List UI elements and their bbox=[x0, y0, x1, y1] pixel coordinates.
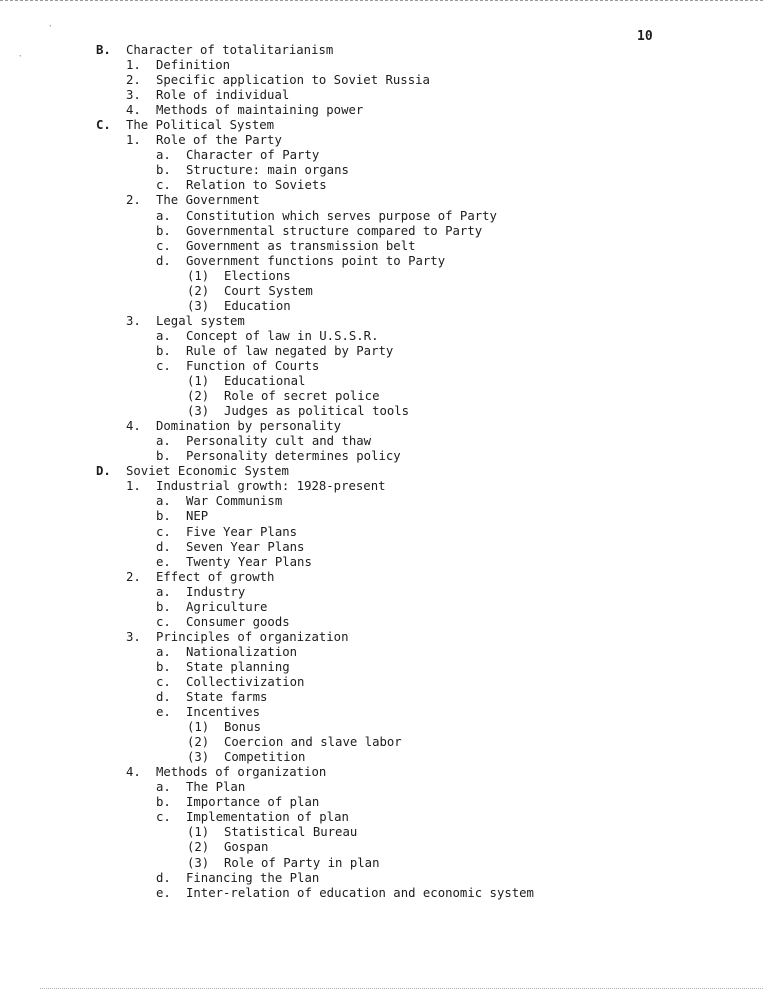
outline-text: Court System bbox=[224, 283, 313, 298]
outline-item-level-1 bbox=[0, 630, 763, 645]
outline-marker: c. bbox=[156, 358, 171, 373]
scan-edge-top bbox=[0, 0, 763, 2]
outline-marker: a. bbox=[156, 148, 171, 163]
outline-text: Industry bbox=[186, 584, 246, 599]
outline-marker: e. bbox=[156, 705, 171, 720]
outline-text: Gospan bbox=[224, 840, 269, 855]
outline-marker: c. bbox=[156, 614, 171, 629]
outline-text: Implementation of plan bbox=[186, 810, 349, 825]
scan-speck: ˋ bbox=[18, 55, 24, 65]
outline-item-level-3 bbox=[0, 825, 763, 840]
outline-item-level-2 bbox=[0, 509, 763, 524]
outline-item-level-2 bbox=[0, 209, 763, 224]
outline-marker: 4. bbox=[126, 419, 141, 434]
outline-text: Educational bbox=[224, 374, 306, 389]
outline-item-level-2 bbox=[0, 254, 763, 269]
outline-text: Role of secret police bbox=[224, 389, 380, 404]
outline-marker: b. bbox=[156, 795, 171, 810]
outline-item-level-3 bbox=[0, 840, 763, 855]
outline-text: Soviet Economic System bbox=[126, 464, 289, 479]
outline-item-level-2 bbox=[0, 780, 763, 795]
outline-text: Rule of law negated by Party bbox=[186, 343, 394, 358]
outline-item-level-3 bbox=[0, 299, 763, 314]
outline-list bbox=[0, 43, 763, 901]
outline-item-level-2 bbox=[0, 148, 763, 163]
outline-item-level-2 bbox=[0, 886, 763, 901]
outline-marker: b. bbox=[156, 509, 171, 524]
outline-text: Government as transmission belt bbox=[186, 238, 416, 253]
outline-text: Agriculture bbox=[186, 599, 268, 614]
outline-text: Incentives bbox=[186, 705, 261, 720]
outline-item-level-3 bbox=[0, 750, 763, 765]
outline-marker: c. bbox=[156, 674, 171, 689]
outline-text: Seven Year Plans bbox=[186, 539, 305, 554]
outline-text: Role of individual bbox=[156, 88, 290, 103]
outline-item-level-3 bbox=[0, 374, 763, 389]
outline-marker: (2) bbox=[187, 283, 210, 298]
outline-item-level-3 bbox=[0, 404, 763, 419]
outline-text: Industrial growth: 1928-present bbox=[156, 479, 386, 494]
outline-marker: 1. bbox=[126, 133, 141, 148]
outline-item-level-2 bbox=[0, 540, 763, 555]
outline-text: Statistical Bureau bbox=[224, 825, 358, 840]
outline-marker: D. bbox=[96, 464, 111, 479]
outline-item-level-3 bbox=[0, 735, 763, 750]
outline-item-level-2 bbox=[0, 163, 763, 178]
outline-text: Education bbox=[224, 298, 291, 313]
outline-marker: b. bbox=[156, 449, 171, 464]
outline-text: Legal system bbox=[156, 313, 245, 328]
outline-marker: 3. bbox=[126, 629, 141, 644]
outline-text: Five Year Plans bbox=[186, 524, 298, 539]
outline-marker: b. bbox=[156, 223, 171, 238]
outline-text: The Political System bbox=[126, 118, 275, 133]
outline-item-level-3 bbox=[0, 720, 763, 735]
outline-marker: 3. bbox=[126, 313, 141, 328]
outline-text: Role of Party in plan bbox=[224, 855, 380, 870]
outline-marker: b. bbox=[156, 343, 171, 358]
outline-marker: 4. bbox=[126, 103, 141, 118]
outline-text: Relation to Soviets bbox=[186, 178, 327, 193]
outline-marker: 1. bbox=[126, 479, 141, 494]
outline-item-level-1 bbox=[0, 570, 763, 585]
outline-item-level-2 bbox=[0, 675, 763, 690]
outline-text: Inter-relation of education and economic system bbox=[186, 885, 534, 900]
outline-marker: b. bbox=[156, 599, 171, 614]
outline-text: Methods of organization bbox=[156, 765, 327, 780]
outline-marker: 1. bbox=[126, 58, 141, 73]
outline-item-level-0 bbox=[0, 43, 763, 58]
outline-text: Structure: main organs bbox=[186, 163, 349, 178]
page-number: 10 bbox=[637, 29, 653, 44]
outline-item-level-3 bbox=[0, 269, 763, 284]
outline-text: Importance of plan bbox=[186, 795, 320, 810]
outline-text: War Communism bbox=[186, 494, 283, 509]
outline-item-level-2 bbox=[0, 660, 763, 675]
outline-text: Collectivization bbox=[186, 674, 305, 689]
outline-marker: a. bbox=[156, 208, 171, 223]
outline-marker: d. bbox=[156, 690, 171, 705]
outline-marker: a. bbox=[156, 328, 171, 343]
outline-marker: 2. bbox=[126, 569, 141, 584]
outline-text: Twenty Year Plans bbox=[186, 554, 312, 569]
outline-marker: d. bbox=[156, 870, 171, 885]
outline-item-level-1 bbox=[0, 479, 763, 494]
outline-text: NEP bbox=[186, 509, 209, 524]
outline-marker: c. bbox=[156, 178, 171, 193]
outline-text: Character of totalitarianism bbox=[126, 43, 334, 57]
outline-item-level-2 bbox=[0, 705, 763, 720]
outline-marker: (2) bbox=[187, 389, 210, 404]
outline-item-level-0 bbox=[0, 118, 763, 133]
outline-text: Consumer goods bbox=[186, 614, 290, 629]
outline-marker: 4. bbox=[126, 765, 141, 780]
outline-text: Specific application to Soviet Russia bbox=[156, 73, 430, 88]
outline-text: Bonus bbox=[224, 720, 262, 735]
outline-marker: d. bbox=[156, 253, 171, 268]
outline-text: Domination by personality bbox=[156, 419, 342, 434]
outline-text: Government functions point to Party bbox=[186, 253, 446, 268]
outline-text: Definition bbox=[156, 58, 231, 73]
scan-speck: ˋ bbox=[48, 25, 54, 35]
outline-marker: (1) bbox=[187, 374, 210, 389]
outline-text: Methods of maintaining power bbox=[156, 103, 364, 118]
outline-marker: a. bbox=[156, 584, 171, 599]
outline-marker: (2) bbox=[187, 840, 210, 855]
outline-marker: b. bbox=[156, 163, 171, 178]
outline-text: Competition bbox=[224, 750, 306, 765]
outline-item-level-2 bbox=[0, 329, 763, 344]
outline-text: Judges as political tools bbox=[224, 404, 410, 419]
outline-marker: a. bbox=[156, 434, 171, 449]
outline-item-level-2 bbox=[0, 494, 763, 509]
outline-item-level-3 bbox=[0, 284, 763, 299]
outline-marker: c. bbox=[156, 810, 171, 825]
outline-marker: B. bbox=[96, 43, 111, 57]
outline-text: Personality determines policy bbox=[186, 449, 401, 464]
outline-item-level-1 bbox=[0, 419, 763, 434]
outline-marker: (3) bbox=[187, 750, 210, 765]
outline-item-level-2 bbox=[0, 178, 763, 193]
outline-text: Role of the Party bbox=[156, 133, 282, 148]
outline-marker: d. bbox=[156, 539, 171, 554]
outline-item-level-0 bbox=[0, 464, 763, 479]
outline-text: Constitution which serves purpose of Party bbox=[186, 208, 497, 223]
outline-item-level-2 bbox=[0, 449, 763, 464]
outline-item-level-1 bbox=[0, 103, 763, 118]
outline-text: Effect of growth bbox=[156, 569, 275, 584]
outline-marker: (1) bbox=[187, 720, 210, 735]
outline-item-level-3 bbox=[0, 856, 763, 871]
outline-item-level-2 bbox=[0, 224, 763, 239]
outline-item-level-1 bbox=[0, 314, 763, 329]
outline-text: Elections bbox=[224, 268, 291, 283]
outline-item-level-1 bbox=[0, 73, 763, 88]
outline-item-level-2 bbox=[0, 795, 763, 810]
outline-marker: (3) bbox=[187, 404, 210, 419]
outline-marker: (3) bbox=[187, 855, 210, 870]
outline-text: Concept of law in U.S.S.R. bbox=[186, 328, 379, 343]
outline-item-level-2 bbox=[0, 525, 763, 540]
outline-text: Function of Courts bbox=[186, 358, 320, 373]
outline-marker: 2. bbox=[126, 193, 141, 208]
outline-item-level-2 bbox=[0, 434, 763, 449]
outline-text: State farms bbox=[186, 690, 268, 705]
outline-item-level-2 bbox=[0, 871, 763, 886]
outline-marker: b. bbox=[156, 659, 171, 674]
outline-item-level-1 bbox=[0, 133, 763, 148]
outline-text: Character of Party bbox=[186, 148, 320, 163]
outline-marker: a. bbox=[156, 780, 171, 795]
outline-item-level-2 bbox=[0, 645, 763, 660]
outline-text: State planning bbox=[186, 659, 290, 674]
outline-item-level-1 bbox=[0, 193, 763, 208]
outline-item-level-2 bbox=[0, 239, 763, 254]
outline-marker: C. bbox=[96, 118, 111, 133]
outline-text: Nationalization bbox=[186, 644, 298, 659]
outline-text: Governmental structure compared to Party bbox=[186, 223, 483, 238]
outline-marker: (1) bbox=[187, 825, 210, 840]
outline-marker: e. bbox=[156, 885, 171, 900]
outline-marker: 2. bbox=[126, 73, 141, 88]
outline-text: Financing the Plan bbox=[186, 870, 320, 885]
outline-item-level-1 bbox=[0, 58, 763, 73]
outline-item-level-2 bbox=[0, 615, 763, 630]
outline-marker: c. bbox=[156, 524, 171, 539]
outline-marker: (2) bbox=[187, 735, 210, 750]
outline-item-level-1 bbox=[0, 765, 763, 780]
outline-item-level-2 bbox=[0, 359, 763, 374]
outline-marker: e. bbox=[156, 554, 171, 569]
outline-text: The Plan bbox=[186, 780, 246, 795]
outline-item-level-2 bbox=[0, 690, 763, 705]
outline-item-level-2 bbox=[0, 555, 763, 570]
outline-text: Principles of organization bbox=[156, 629, 349, 644]
outline-text: The Government bbox=[156, 193, 260, 208]
outline-marker: 3. bbox=[126, 88, 141, 103]
outline-marker: (1) bbox=[187, 268, 210, 283]
outline-item-level-1 bbox=[0, 88, 763, 103]
outline-text: Personality cult and thaw bbox=[186, 434, 372, 449]
outline-item-level-2 bbox=[0, 585, 763, 600]
outline-item-level-2 bbox=[0, 600, 763, 615]
outline-marker: c. bbox=[156, 238, 171, 253]
outline-marker: a. bbox=[156, 644, 171, 659]
outline-item-level-2 bbox=[0, 344, 763, 359]
outline-item-level-2 bbox=[0, 810, 763, 825]
outline-marker: (3) bbox=[187, 298, 210, 313]
outline-marker: a. bbox=[156, 494, 171, 509]
outline-text: Coercion and slave labor bbox=[224, 735, 402, 750]
outline-item-level-3 bbox=[0, 389, 763, 404]
